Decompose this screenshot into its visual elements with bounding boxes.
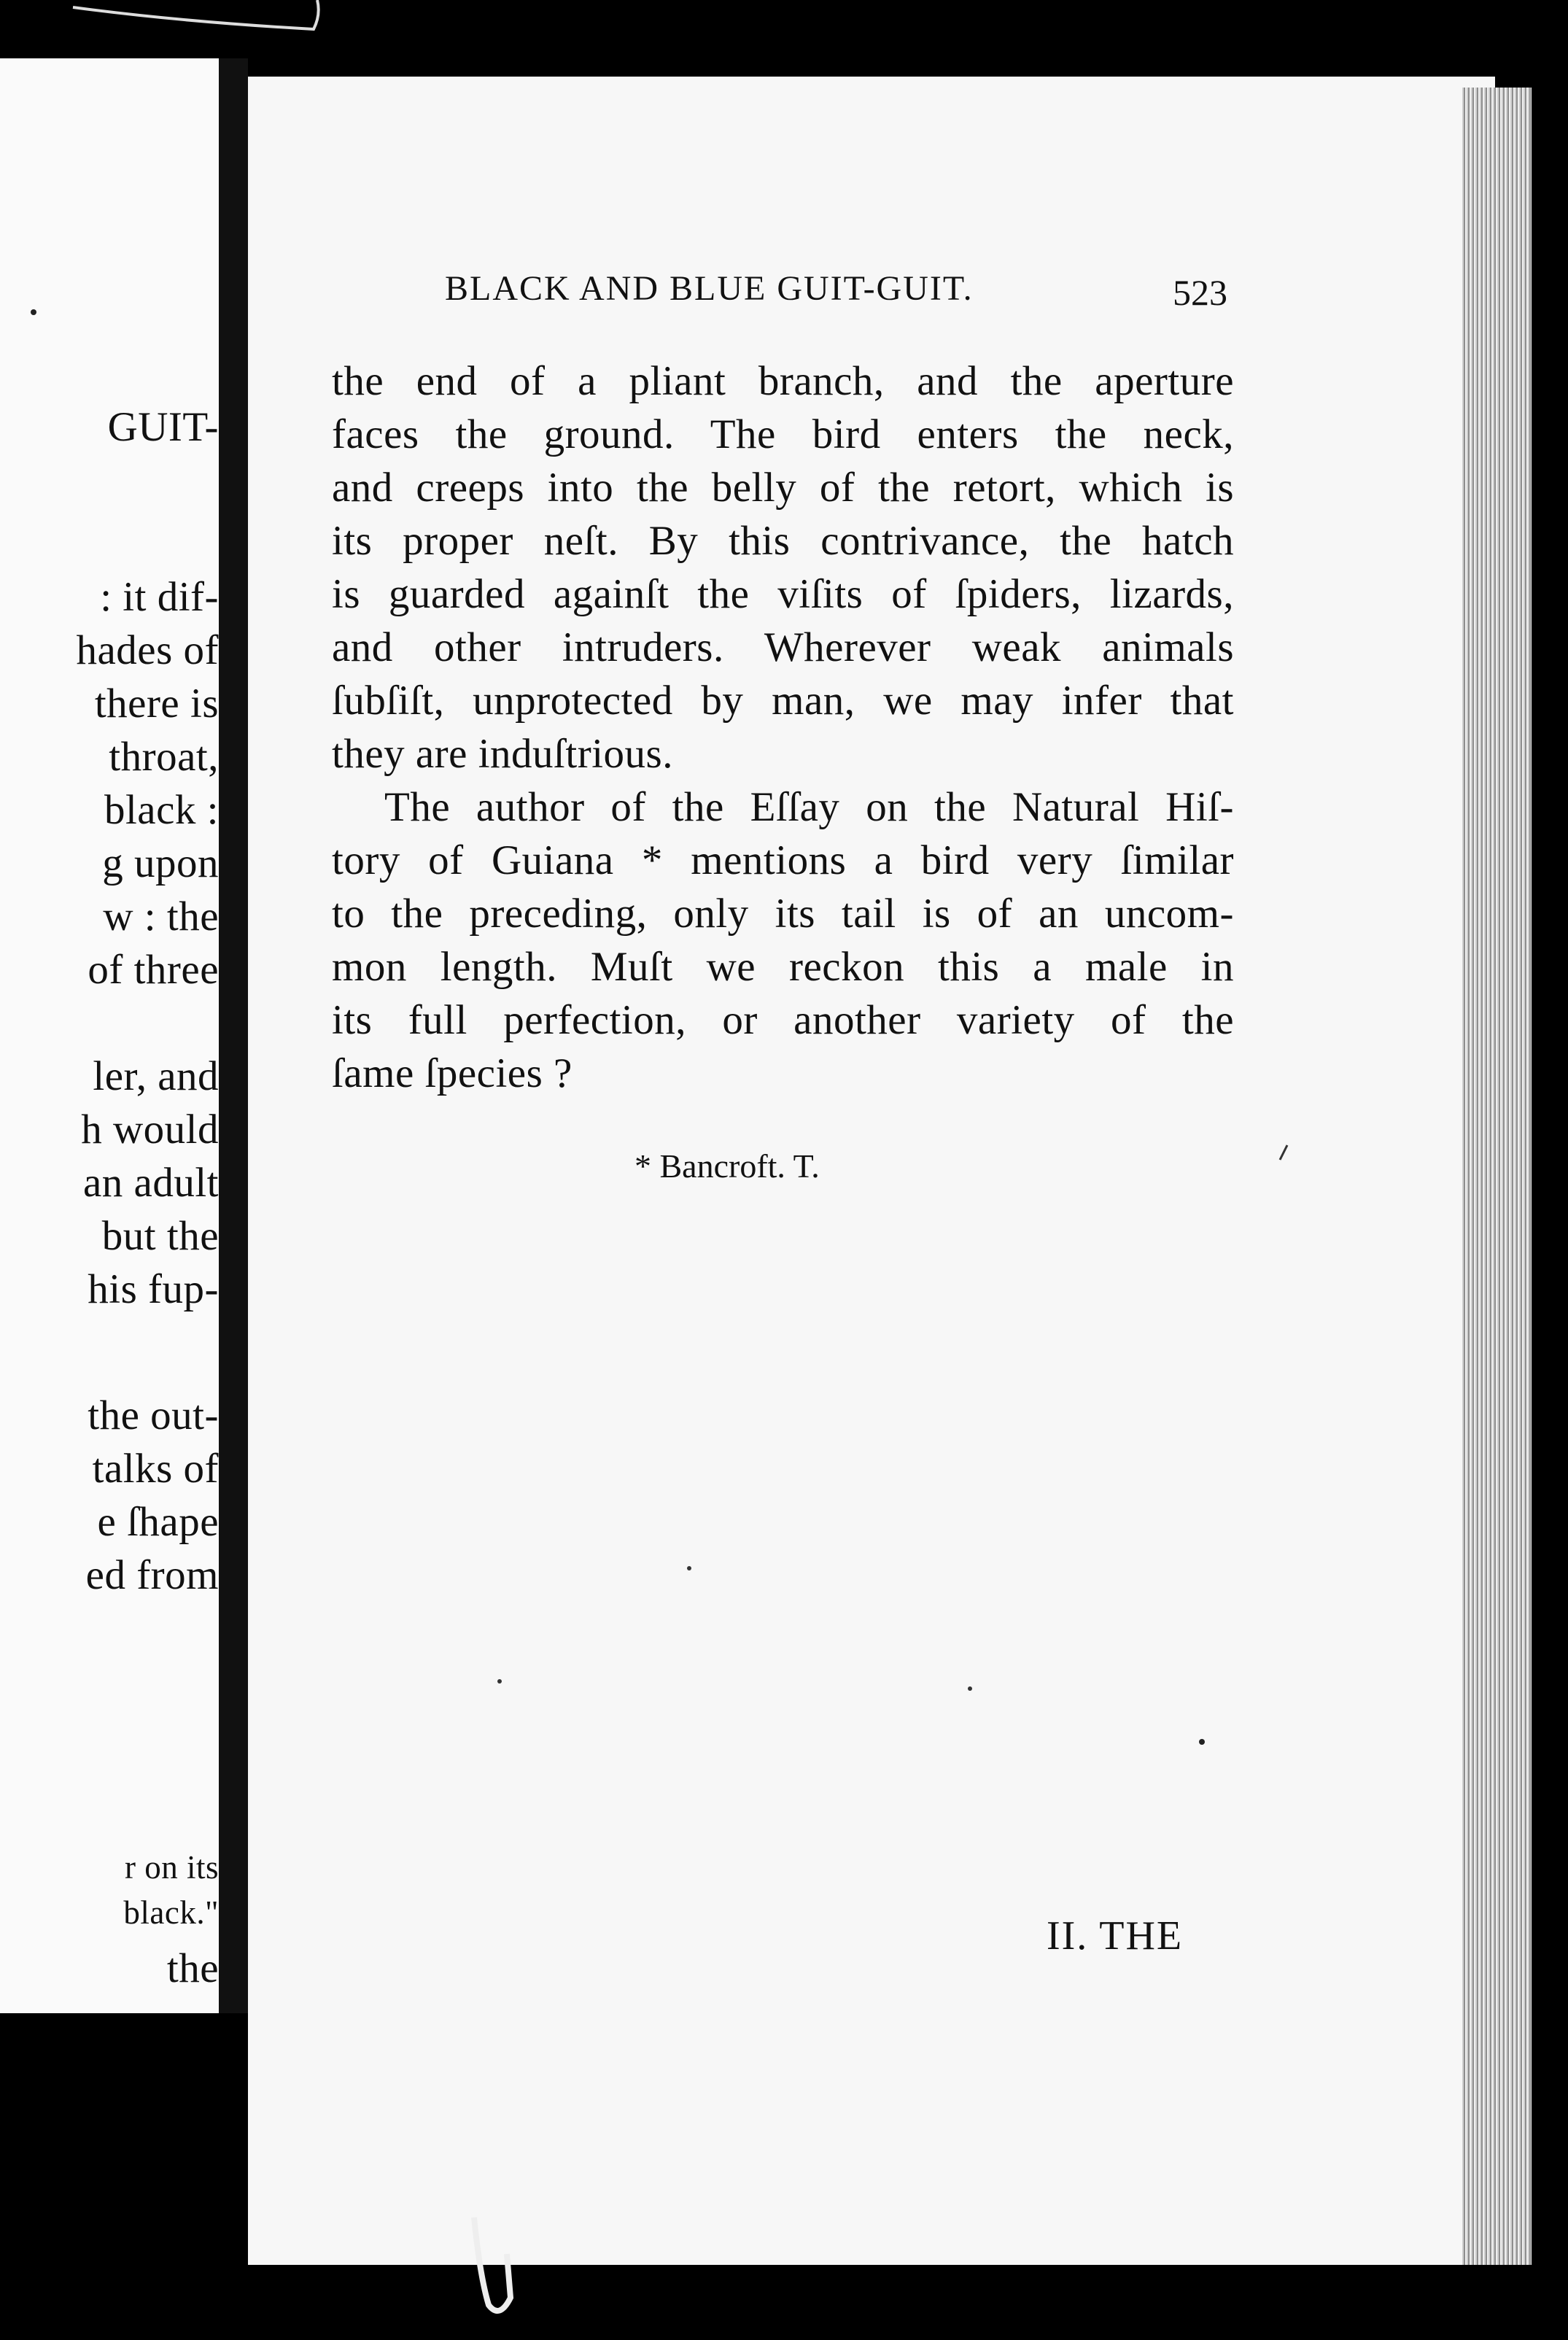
text-line: and creeps into the belly of the retort, which is bbox=[332, 465, 1234, 511]
text-line: faces the ground. The bird enters the neck, bbox=[332, 411, 1234, 457]
footnote: * Bancroft. T. bbox=[634, 1147, 820, 1185]
left-page-line: h would bbox=[81, 1107, 219, 1152]
left-page-line: g upon bbox=[102, 840, 219, 886]
text-line: its full perfection, or another variety of the bbox=[332, 997, 1234, 1043]
left-page-line: his fup- bbox=[88, 1266, 219, 1312]
left-page-line: GUIT- bbox=[107, 404, 219, 450]
paper-tab bbox=[474, 2217, 511, 2311]
speck bbox=[1280, 1145, 1287, 1160]
left-page-line: an adult bbox=[82, 1160, 219, 1206]
text-line: they are induſtrious. bbox=[332, 731, 673, 777]
speck bbox=[1199, 1739, 1205, 1745]
left-page-line: : it dif- bbox=[100, 574, 219, 620]
left-page-line: black : bbox=[104, 787, 219, 833]
speck bbox=[497, 1679, 502, 1684]
text-line: ſubſiſt, unprotected by man, we may infer that bbox=[332, 678, 1234, 724]
text-line: is guarded againſt the viſits of ſpiders, lizards, bbox=[332, 571, 1234, 617]
left-page-line: talks of bbox=[92, 1446, 219, 1492]
text-line: ſame ſpecies ? bbox=[332, 1050, 573, 1096]
speck bbox=[31, 309, 36, 315]
left-page-note-line: r on its bbox=[124, 1849, 219, 1886]
speck bbox=[687, 1566, 691, 1570]
left-page-line: hades of bbox=[76, 627, 219, 673]
running-head: BLACK AND BLUE GUIT-GUIT. bbox=[445, 269, 974, 308]
text-line: the end of a pliant branch, and the aperture bbox=[332, 358, 1234, 404]
left-page-note-line: black." bbox=[123, 1894, 219, 1931]
left-page-line: throat, bbox=[109, 734, 219, 780]
left-page-line: the out- bbox=[88, 1392, 219, 1438]
catchword: II. THE bbox=[1047, 1913, 1184, 1959]
page-number: 523 bbox=[1173, 272, 1227, 313]
left-page-line: w : the bbox=[103, 894, 219, 940]
text-line: to the preceding, only its tail is of an uncom- bbox=[332, 891, 1234, 937]
text-line: tory of Guiana * mentions a bird very ſimilar bbox=[332, 837, 1234, 883]
left-page-catchword: the bbox=[166, 1945, 219, 1991]
text-line: mon length. Muſt we reckon this a male in bbox=[332, 944, 1234, 990]
text-line: The author of the Eſſay on the Natural Hiſ- bbox=[384, 784, 1234, 830]
left-page-line: but the bbox=[101, 1213, 219, 1259]
text-line: and other intruders. Wherever weak animals bbox=[332, 624, 1234, 670]
speck bbox=[968, 1686, 972, 1691]
left-page-line: ler, and bbox=[93, 1053, 219, 1099]
left-page-line: ed from bbox=[85, 1552, 219, 1598]
left-page-line: e ſhape bbox=[97, 1499, 219, 1545]
paper-thread bbox=[73, 0, 319, 29]
left-page-line: there is bbox=[94, 681, 219, 727]
text-line: its proper neſt. By this contrivance, the hatch bbox=[332, 518, 1234, 564]
left-page-line: of three bbox=[88, 947, 219, 993]
